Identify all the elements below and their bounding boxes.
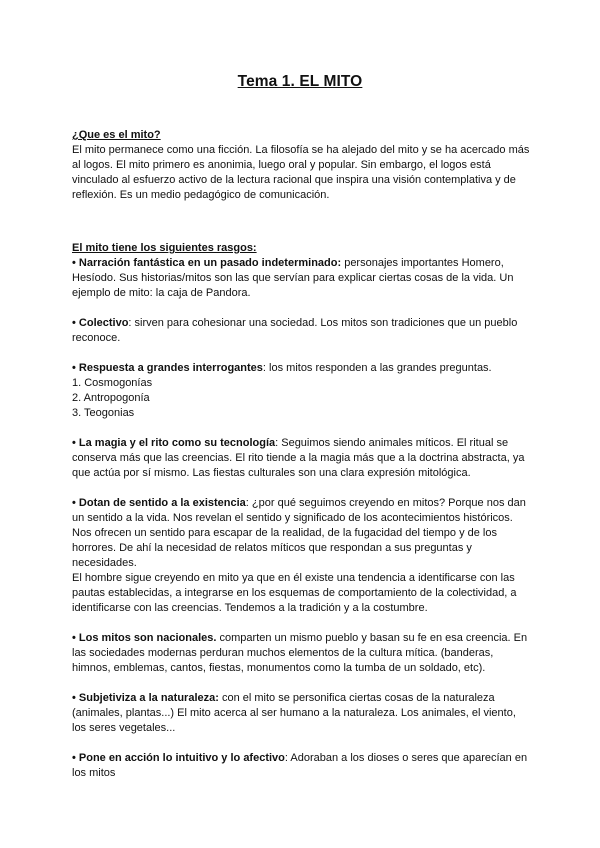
page-title: Tema 1. EL MITO <box>237 73 363 90</box>
rasgo-label: • Dotan de sentido a la existencia <box>72 497 246 509</box>
document-body <box>72 128 532 781</box>
rasgo-item: • Colectivo: sirven para cohesionar una sociedad. Los mitos son tradiciones que un pueblo reconoce. <box>72 317 518 344</box>
rasgo-label: • Los mitos son nacionales. <box>72 632 217 644</box>
rasgo-label: • La magia y el rito como su tecnología <box>72 437 276 449</box>
rasgos-heading: El mito tiene los siguientes rasgos: <box>72 242 257 254</box>
rasgo-item: • La magia y el rito como su tecnología: Seguimos siendo animales míticos. El ritual se conserva más que las creencias. El rito tiende a la magia más que a la doctrina abstracta, ya que actúa por sí mismo. Las fiestas culturales son una clara expresión mitológica. <box>72 437 525 479</box>
rasgo-label: • Respuesta a grandes interrogantes <box>72 362 263 374</box>
rasgo-label: • Narración fantástica en un pasado indeterminado: <box>72 257 342 269</box>
rasgo-item: • Narración fantástica en un pasado indeterminado: personajes importantes Homero, Hesíodo. Sus historias/mitos son las que servían para explicar ciertas cosas de la vida. Un ejemplo de mito: la caja de Pandora. <box>72 257 514 299</box>
rasgo-item: • Respuesta a grandes interrogantes: los mitos responden a las grandes preguntas. <box>72 362 492 374</box>
rasgo-item: • Los mitos son nacionales. comparten un mismo pueblo y basan su fe en esa creencia. En las sociedades modernas perduran muchos elementos de la cultura mítica. (banderas, himnos, emblemas, cantos, fiestas, monumentos como la tumba de un soldado, etc). <box>72 632 528 674</box>
list-item: 2. Antropogonía <box>72 392 150 404</box>
rasgo-item: • Pone en acción lo intuitivo y lo afectivo: Adoraban a los dioses o seres que aparecían en los mitos <box>72 752 528 779</box>
rasgo-label: • Pone en acción lo intuitivo y lo afectivo <box>72 752 285 764</box>
rasgo-item: • Subjetiviza a la naturaleza: con el mito se personifica ciertas cosas de la naturaleza (animales, plantas...) El mito acerca al ser humano a la naturaleza. Los animales, el viento, los seres vegetales... <box>72 692 516 734</box>
rasgo-label: • Subjetiviza a la naturaleza: <box>72 692 219 704</box>
rasgo-label: • Colectivo <box>72 317 129 329</box>
list-item: 3. Teogonias <box>72 407 135 419</box>
intro-heading: ¿Que es el mito? <box>72 129 161 141</box>
intro-paragraph: El mito permanece como una ficción. La filosofía se ha alejado del mito y se ha acercado más al logos. El mito primero es anonimia, luego oral y popular. Sin embargo, el logos está vinculado al esfuerzo activo de la lectura racional que inspira una visión contemplativa y de reflexión. Es un medio pedagógico de comunicación. <box>72 144 530 201</box>
rasgo-item: • Dotan de sentido a la existencia: ¿por qué seguimos creyendo en mitos? Porque nos dan un sentido a la vida. Nos revelan el sentido y significado de los acontecimientos históricos. Nos ofrecen un sentido para escapar de la realidad, de la fugacidad del tiempo y de los horrores. De ahí la necesidad de relatos míticos que respondan a sus preguntas y necesidades. <box>72 497 526 569</box>
extra-paragraph: El hombre sigue creyendo en mito ya que en él existe una tendencia a identificarse con las pautas establecidas, a integrarse en los esquemas de comportamiento de la colectividad, a identificarse con las creencias. Tendemos a la tradición y a la costumbre. <box>72 572 517 614</box>
list-item: 1. Cosmogonías <box>72 377 153 389</box>
